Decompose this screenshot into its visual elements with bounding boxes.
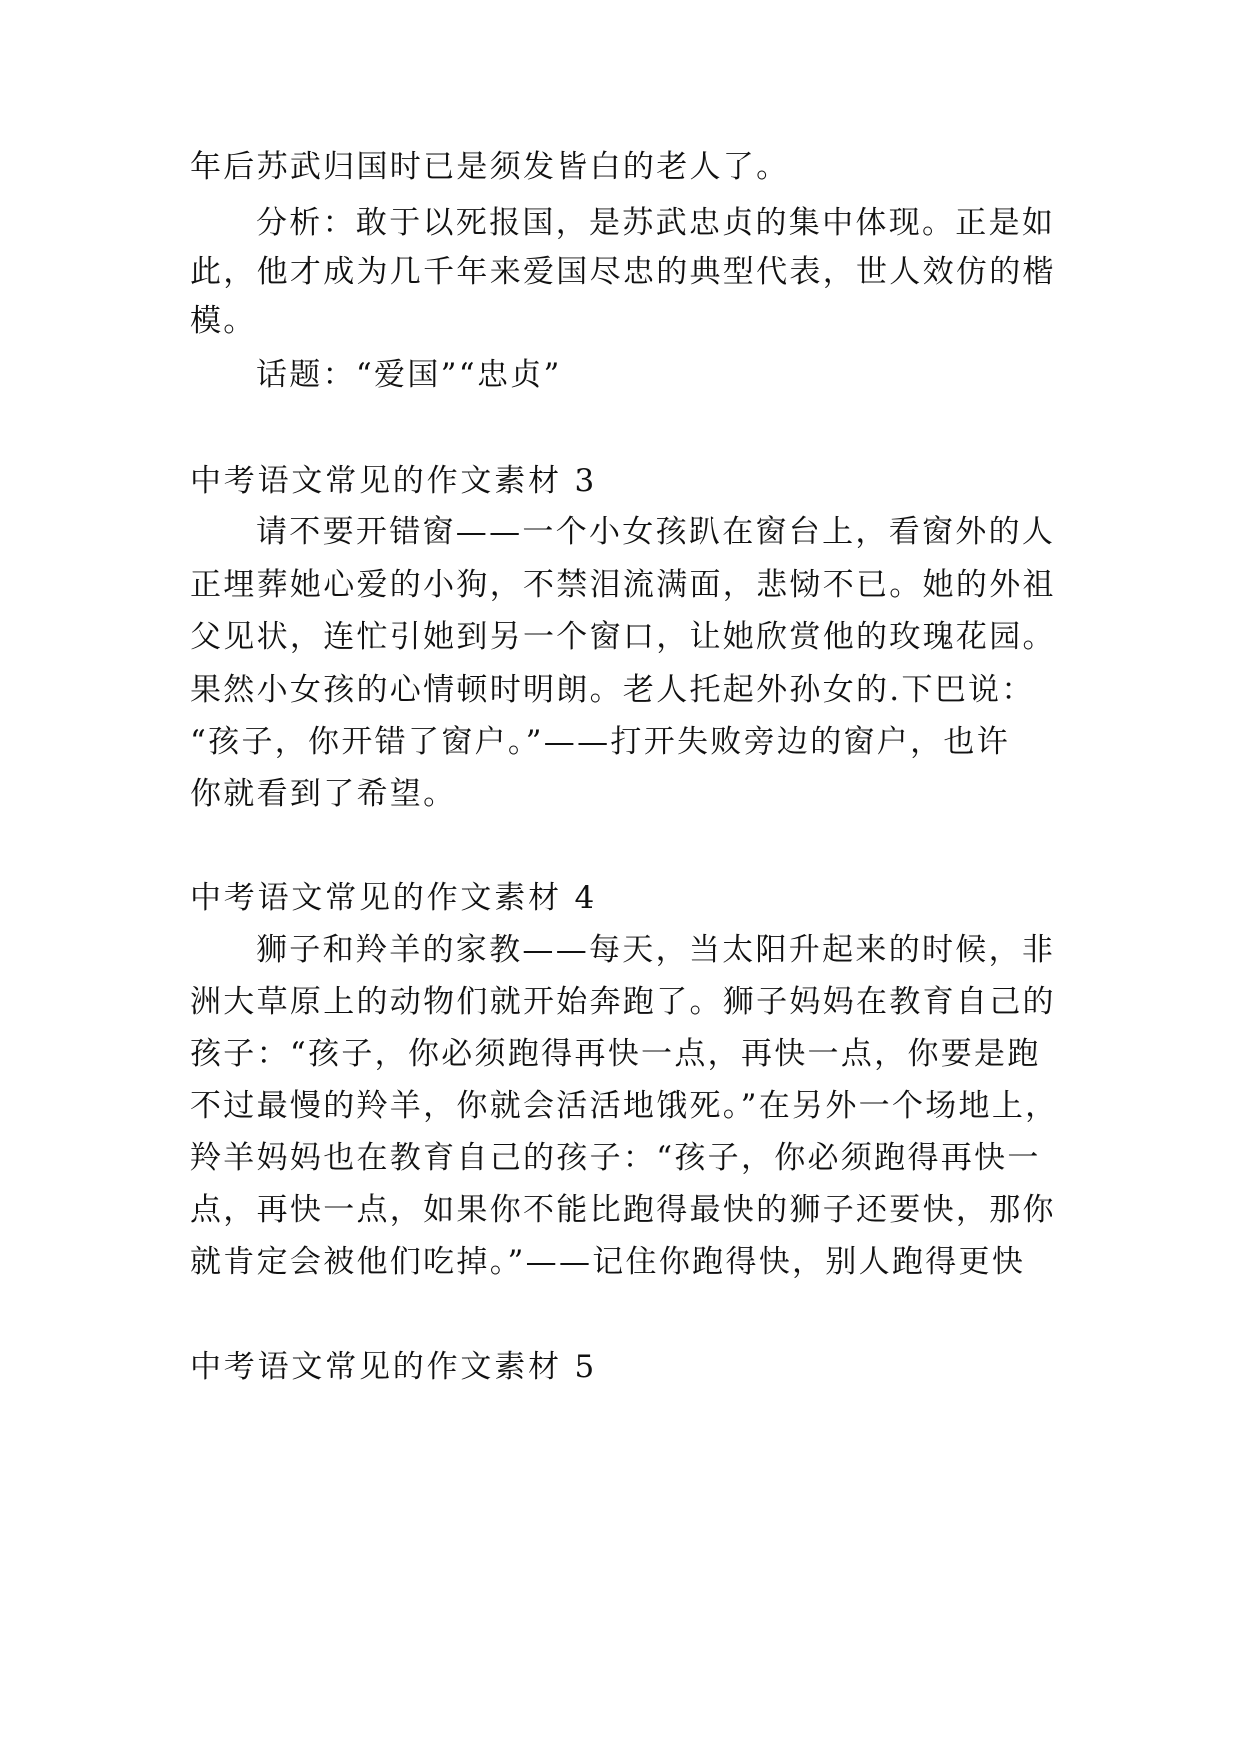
section-heading: 中考语文常见的作文素材 5: [190, 1349, 597, 1385]
paragraph-line: 父见状，连忙引她到另一个窗口，让她欣赏他的玫瑰花园。: [190, 619, 1056, 655]
section-heading: 中考语文常见的作文素材 4: [190, 880, 597, 916]
paragraph-line: 狮子和羚羊的家教——每天，当太阳升起来的时候，非: [256, 932, 1056, 968]
paragraph-line: 孩子：“孩子，你必须跑得再快一点，再快一点，你要是跑: [190, 1036, 1041, 1072]
paragraph-line: “孩子，你开错了窗户。”——打开失败旁边的窗户，也许: [190, 724, 1010, 760]
paragraph-line: 年后苏武归国时已是须发皆白的老人了。: [190, 149, 790, 185]
paragraph-line: 话题：“爱国”“忠贞”: [256, 357, 562, 393]
paragraph-line: 正埋葬她心爱的小狗，不禁泪流满面，悲恸不已。她的外祖: [190, 567, 1056, 603]
paragraph-line: 果然小女孩的心情顿时明朗。老人托起外孙女的.下巴说：: [190, 672, 1035, 708]
paragraph-line: 不过最慢的羚羊，你就会活活地饿死。”在另外一个场地上，: [190, 1088, 1059, 1124]
paragraph-line: 模。: [190, 303, 257, 339]
paragraph-line: 请不要开错窗——一个小女孩趴在窗台上，看窗外的人: [256, 514, 1056, 550]
paragraph-line: 点，再快一点，如果你不能比跑得最快的狮子还要快，那你: [190, 1192, 1056, 1228]
paragraph-line: 羚羊妈妈也在教育自己的孩子：“孩子，你必须跑得再快一: [190, 1140, 1041, 1176]
section-heading: 中考语文常见的作文素材 3: [190, 463, 597, 499]
paragraph-line: 洲大草原上的动物们就开始奔跑了。狮子妈妈在教育自己的: [190, 984, 1056, 1020]
paragraph-line: 此，他才成为几千年来爱国尽忠的典型代表，世人效仿的楷: [190, 254, 1056, 290]
paragraph-line: 分析：敢于以死报国，是苏武忠贞的集中体现。正是如: [256, 205, 1056, 241]
paragraph-line: 你就看到了希望。: [190, 776, 457, 812]
paragraph-line: 就肯定会被他们吃掉。”——记住你跑得快，别人跑得更快: [190, 1244, 1026, 1280]
